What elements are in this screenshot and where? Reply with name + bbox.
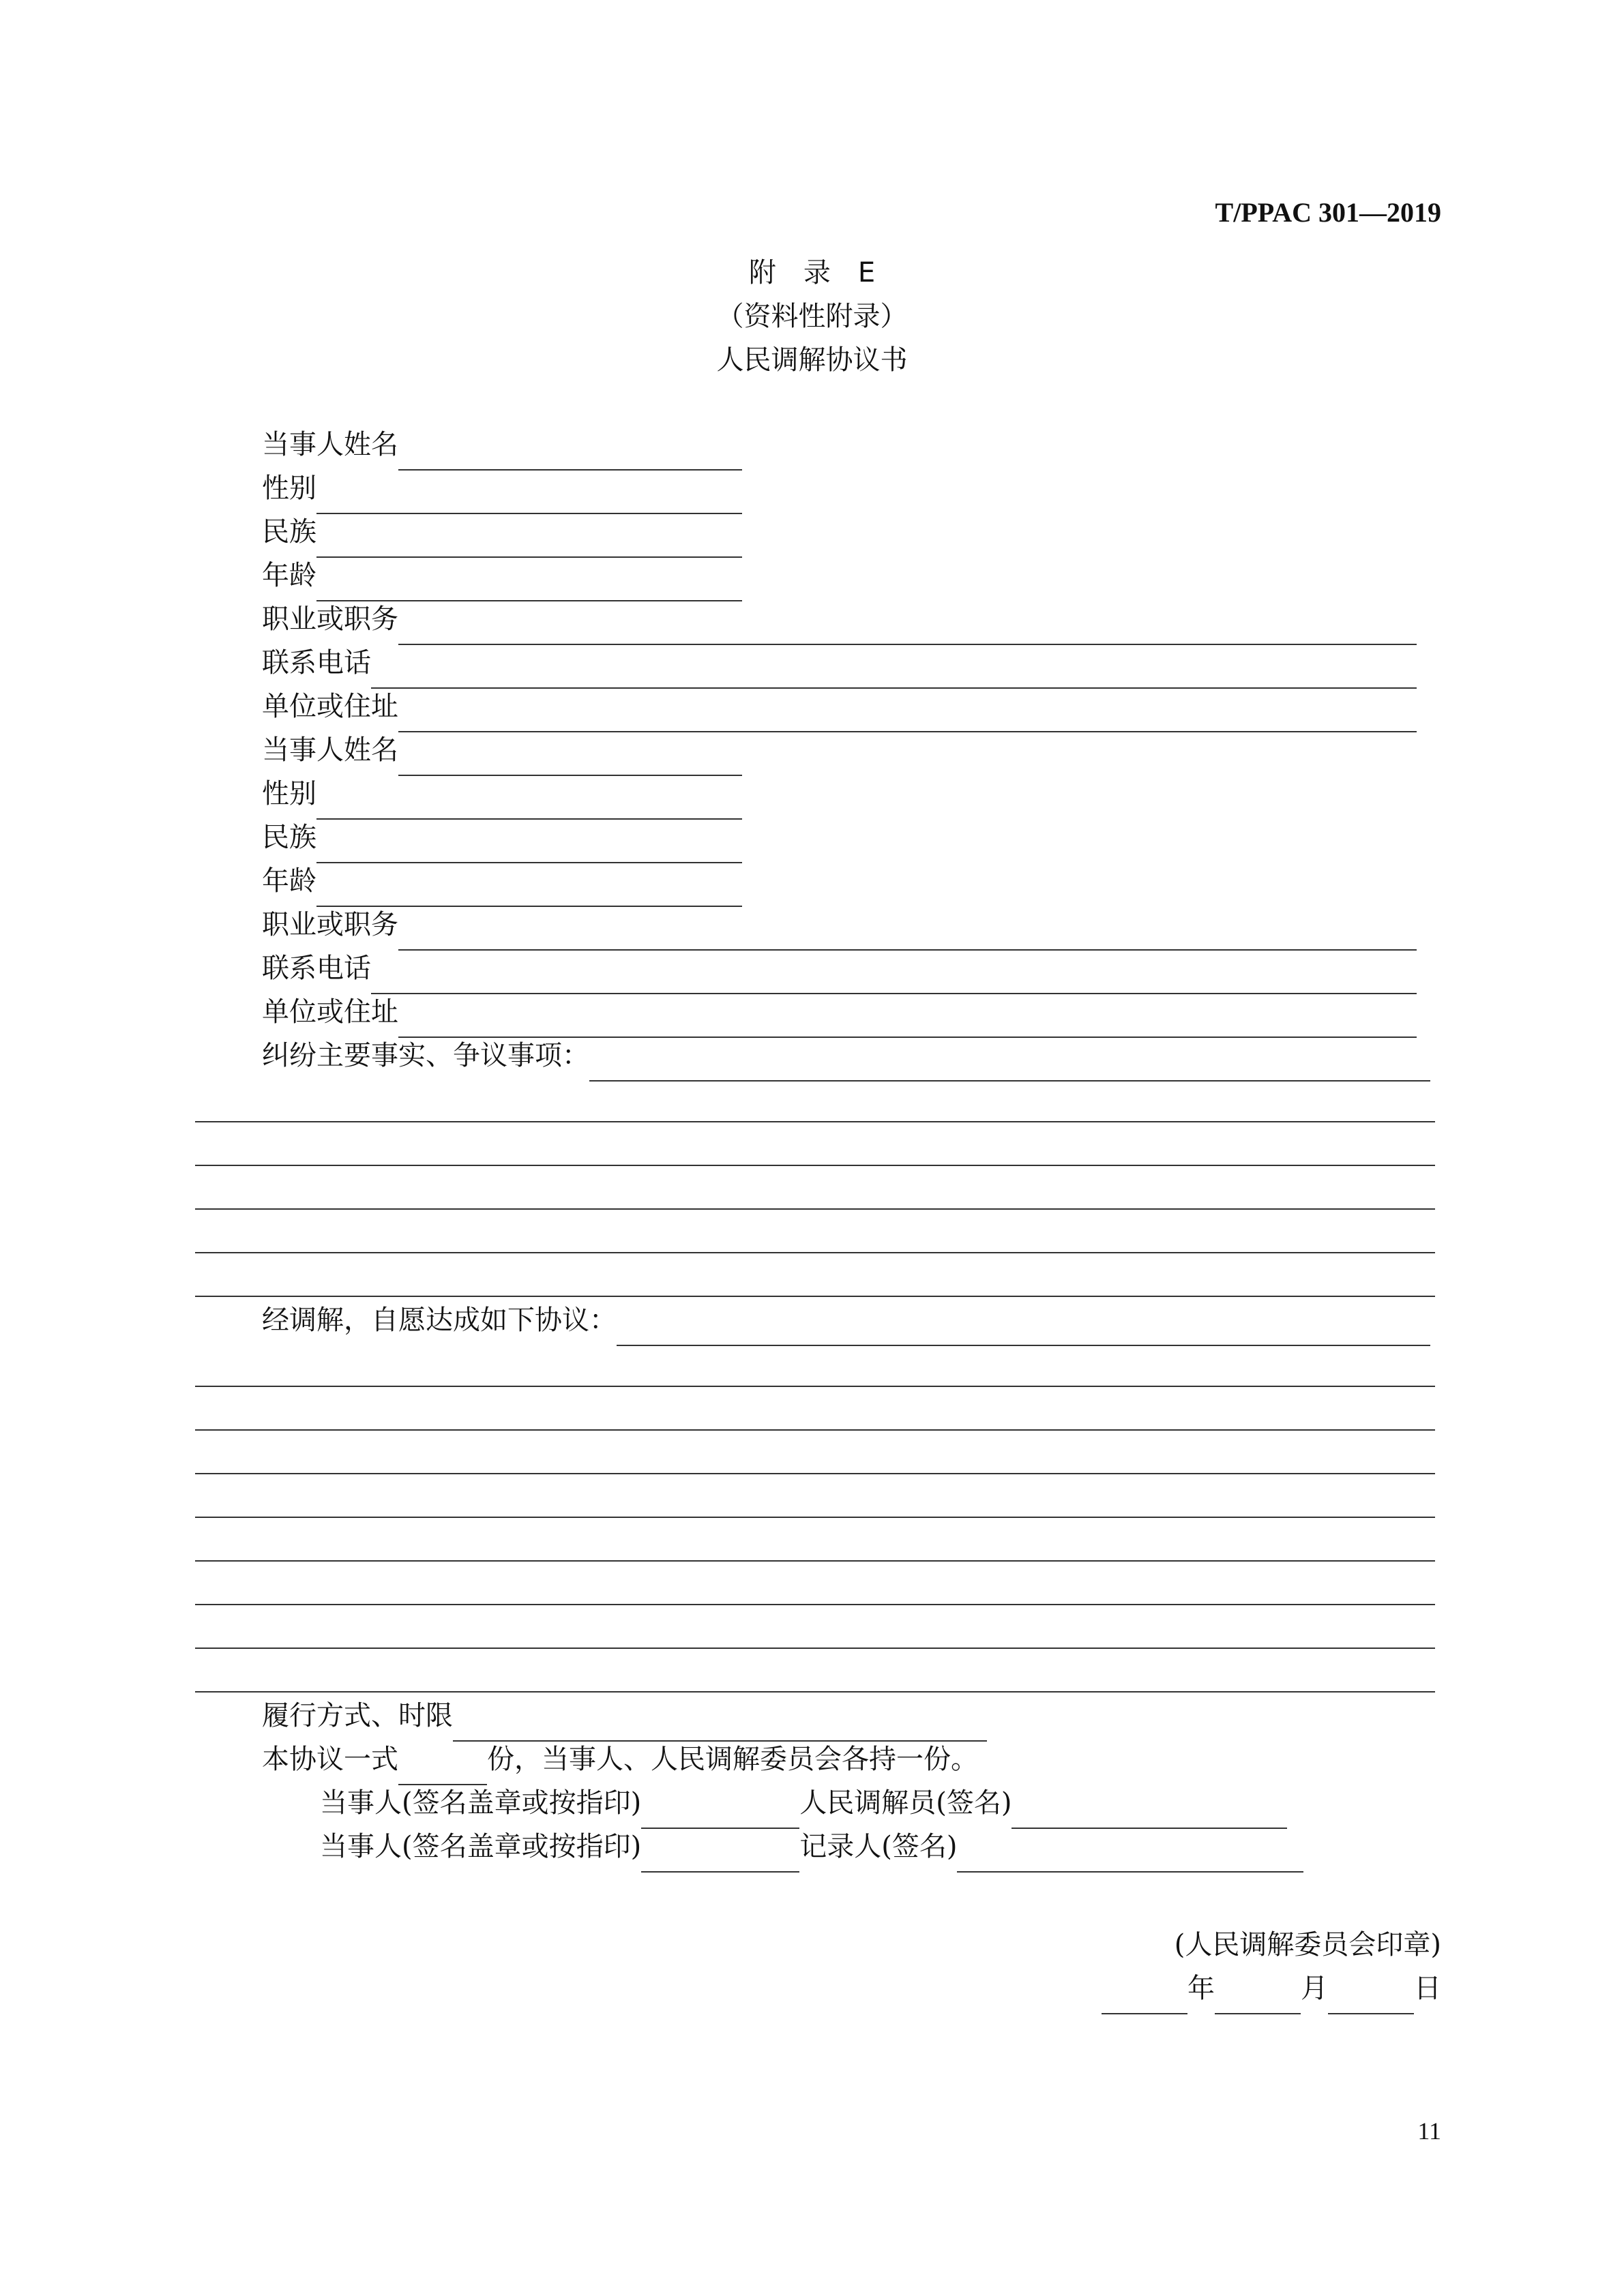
mediator-signature-label: 人民调解员(签名): [799, 1787, 1012, 1819]
agreement-line[interactable]: [195, 1691, 1435, 1693]
party-signature-blank[interactable]: [641, 1841, 799, 1873]
appendix-heading: 附 录 E: [748, 257, 876, 288]
field-label: 单位或住址: [262, 996, 398, 1028]
copies-suffix: 份，当事人、人民调解委员会各持一份。: [487, 1744, 978, 1775]
field-ethnicity-2: [262, 816, 742, 859]
agreement-line[interactable]: [195, 1386, 1435, 1387]
seal-row: [1175, 1923, 1441, 1967]
field-phone-1: [262, 641, 1417, 685]
dispute-label-row: [262, 1034, 1430, 1077]
field-occupation-1: [262, 597, 1417, 641]
month-blank[interactable]: [1215, 1983, 1301, 2014]
signature-row-1: [320, 1781, 1287, 1825]
copies-row: [262, 1738, 978, 1781]
field-label: 当事人姓名: [262, 429, 398, 460]
field-label: 职业或职务: [262, 909, 398, 940]
appendix-type-note: （资料性附录）: [716, 301, 908, 332]
performance-row: [262, 1694, 987, 1738]
field-party-name-1: [262, 423, 742, 466]
field-address-2: [262, 990, 1417, 1034]
dispute-line[interactable]: [195, 1296, 1435, 1297]
dispute-line[interactable]: [195, 1165, 1435, 1166]
agreement-line[interactable]: [195, 1648, 1435, 1649]
agreement-line[interactable]: [195, 1604, 1435, 1605]
agreement-line[interactable]: [195, 1560, 1435, 1562]
month-label: 月: [1301, 1973, 1328, 2004]
performance-label: 履行方式、时限: [262, 1700, 453, 1731]
dispute-line[interactable]: [195, 1252, 1435, 1253]
page-number: 11: [1417, 2117, 1441, 2145]
field-label: 性别: [262, 473, 316, 504]
signature-row-2: [320, 1825, 1303, 1868]
copies-prefix: 本协议一式: [262, 1744, 398, 1775]
field-label: 民族: [262, 822, 316, 853]
field-gender-2: [262, 772, 742, 816]
party-signature-label: 当事人(签名盖章或按指印): [320, 1831, 642, 1862]
field-label: 当事人姓名: [262, 734, 398, 766]
seal-label: (人民调解委员会印章): [1174, 1929, 1441, 1960]
party-signature-label: 当事人(签名盖章或按指印): [320, 1787, 642, 1819]
year-label: 年: [1187, 1973, 1215, 2004]
field-label: 单位或住址: [262, 691, 398, 722]
field-label: 年龄: [262, 865, 316, 897]
year-blank[interactable]: [1102, 1983, 1187, 2014]
dispute-first-blank[interactable]: [589, 1050, 1430, 1082]
agreement-first-blank[interactable]: [617, 1315, 1430, 1346]
agreement-label: 经调解，自愿达成如下协议：: [262, 1304, 617, 1336]
field-gender-1: [262, 466, 742, 510]
field-address-1: [262, 685, 1417, 728]
agreement-label-row: [262, 1298, 1430, 1342]
field-phone-2: [262, 946, 1417, 990]
recorder-signature-blank[interactable]: [957, 1841, 1303, 1873]
day-label: 日: [1414, 1973, 1441, 2004]
document-code: T/PPAC 301—2019: [1215, 197, 1441, 228]
agreement-line[interactable]: [195, 1473, 1435, 1474]
document-title: 人民调解协议书: [716, 344, 908, 376]
field-label: 联系电话: [262, 953, 371, 984]
field-label: 年龄: [262, 560, 316, 591]
dispute-line[interactable]: [195, 1121, 1435, 1122]
field-label: 联系电话: [262, 647, 371, 679]
field-label: 民族: [262, 516, 316, 548]
field-age-1: [262, 554, 742, 597]
recorder-signature-label: 记录人(签名): [799, 1831, 958, 1862]
field-party-name-2: [262, 728, 742, 772]
field-occupation-2: [262, 903, 1417, 946]
field-label: 职业或职务: [262, 603, 398, 635]
dispute-line[interactable]: [195, 1208, 1435, 1210]
field-label: 性别: [262, 778, 316, 809]
agreement-line[interactable]: [195, 1517, 1435, 1518]
dispute-label: 纠纷主要事实、争议事项：: [262, 1040, 589, 1071]
agreement-line[interactable]: [195, 1429, 1435, 1431]
field-age-2: [262, 859, 742, 903]
field-ethnicity-1: [262, 510, 742, 554]
date-row: [1102, 1967, 1441, 2010]
day-blank[interactable]: [1328, 1983, 1414, 2014]
